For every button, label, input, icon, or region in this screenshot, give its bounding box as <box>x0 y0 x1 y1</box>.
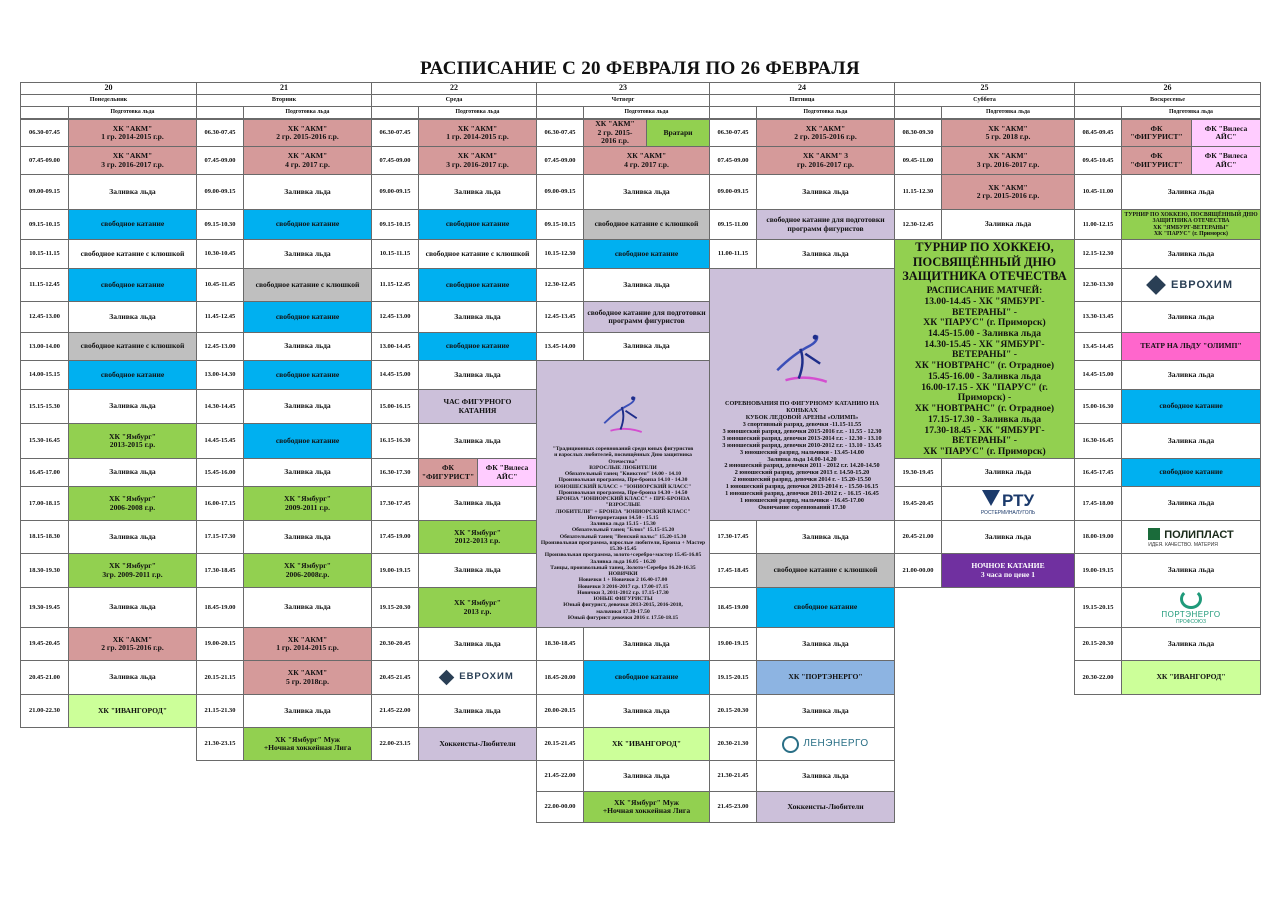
schedule-entry: ХК "Ямбург" 2006-2008г.р. <box>243 553 372 588</box>
time-slot: 19.15-20.30 <box>371 587 419 628</box>
schedule-entry: Заливка льда <box>1121 627 1261 661</box>
schedule-entry: ХК "Ямбург" 3гр. 2009-2011 г.р. <box>68 553 197 588</box>
time-slot: 09.15-10.15 <box>371 209 419 240</box>
day-name-header: Среда <box>371 94 537 107</box>
schedule-entry: ХК "АКМ" 3 гр. 2016-2017 г.р. <box>418 146 537 175</box>
time-slot: 21.00-00.00 <box>894 553 942 588</box>
schedule-entry: ХК "АКМ" 3 гр. 2016-2017 г.р. <box>941 146 1075 175</box>
time-slot: 06.30-07.45 <box>371 119 419 147</box>
time-slot: 09.45-11.00 <box>894 146 942 175</box>
time-slot: 10.15-11.15 <box>371 239 419 269</box>
time-slot: 13.00-14.00 <box>20 332 69 361</box>
schedule-entry: свободное катание <box>418 332 537 361</box>
competition-block-friday <box>709 268 895 521</box>
time-slot: 21.00-22.30 <box>20 694 69 728</box>
time-slot: 10.30-10.45 <box>196 239 244 269</box>
time-slot: 10.15-12.30 <box>536 239 584 269</box>
rtu-logo: РТУ <box>1001 491 1035 511</box>
schedule-entry: Заливка льда <box>68 587 197 628</box>
time-slot: 21.30-23.15 <box>196 727 244 761</box>
eurochem-logo: ЕВРОХИМ <box>459 671 514 683</box>
header-spacer <box>20 106 69 119</box>
time-slot: 17.30-17.45 <box>709 520 757 554</box>
schedule-entry: свободное катание с клюшкой <box>68 239 197 269</box>
time-slot: 11.45-12.45 <box>196 301 244 333</box>
day-number-header: 23 <box>536 82 710 95</box>
time-slot: 17.45-18.00 <box>1074 486 1122 521</box>
time-slot: 19.30-19.45 <box>894 458 942 487</box>
time-slot: 19.15-20.15 <box>709 660 757 695</box>
portenergo-logo-box <box>1121 587 1261 628</box>
polyplast-icon <box>1148 528 1160 540</box>
schedule-entry: Хоккеисты-Любители <box>756 791 895 823</box>
schedule-entry: Заливка льда <box>68 660 197 695</box>
schedule-entry: ФК "Вилеса АЙС" <box>1191 119 1261 147</box>
tournament-body: РАСПИСАНИЕ МАТЧЕЙ: 13.00-14.45 - ХК "ЯМБУРГ-ВЕТЕРАНЫ" - ХК "ПАРУС" (г. Приморск) 14.45-15.00 - Заливка льда 14.30-15.45 - ХК "ЯМБУРГ-ВЕТЕРАНЫ" - ХК "НОВТРАНС" (г. Отрадное) 15.45-16.00 - Заливка льда 16.00-17.15 - ХК "ПАРУС" (г. Приморск) - ХК "НОВТРАНС" (г. Отрадное) 17.15-17.30 - Заливка льда 17.30-18.45 - ХК "ЯМБУРГ-ВЕТЕРАНЫ" - ХК "ПАРУС" (г. Приморск) <box>914 285 1055 458</box>
schedule-entry: ХК "АКМ" 2 гр. 2015-2016 г.р. <box>756 119 895 147</box>
schedule-entry: ХК "АКМ" 4 гр. 2017 г.р. <box>583 146 710 175</box>
time-slot: 20.00-20.15 <box>536 694 584 728</box>
header-spacer <box>709 106 757 119</box>
schedule-entry: ФК "ФИГУРИСТ" <box>1121 146 1192 175</box>
day-name-header: Воскресенье <box>1074 94 1261 107</box>
schedule-entry: Заливка льда <box>418 174 537 210</box>
schedule-entry: ХК "Ямбург" 2013 г.р. <box>418 587 537 628</box>
time-slot: 22.00-00.00 <box>536 791 584 823</box>
eurochem-icon <box>1146 275 1166 295</box>
schedule-entry: Заливка льда <box>418 486 537 521</box>
time-slot: 09.00-09.15 <box>709 174 757 210</box>
schedule-entry: ХК "Ямбург" 2006-2008 г.р. <box>68 486 197 521</box>
time-slot: 20.15-21.45 <box>536 727 584 761</box>
time-slot: 07.45-09.00 <box>196 146 244 175</box>
time-slot: 20.45-21.45 <box>371 660 419 695</box>
time-slot: 17.45-18.45 <box>709 553 757 588</box>
schedule-entry: Заливка льда <box>68 174 197 210</box>
day-name-header: Четверг <box>536 94 710 107</box>
time-slot: 12.30-13.30 <box>1074 268 1122 302</box>
time-slot: 07.45-09.00 <box>20 146 69 175</box>
schedule-entry: Заливка льда <box>68 520 197 554</box>
time-slot: 13.00-14.45 <box>371 332 419 361</box>
schedule-entry: Заливка льда <box>756 520 895 554</box>
time-slot: 06.30-07.45 <box>536 119 584 147</box>
lenenergo-logo-box <box>756 727 895 761</box>
schedule-entry: Заливка льда <box>1121 360 1261 390</box>
time-slot: 09.00-09.15 <box>196 174 244 210</box>
time-slot: 11.00-11.15 <box>709 239 757 269</box>
time-slot: 14.45-15.45 <box>196 423 244 459</box>
schedule-entry: Заливка льда <box>583 268 710 302</box>
schedule-entry: свободное катание с клюшкой <box>756 553 895 588</box>
time-slot: 21.45-22.00 <box>536 760 584 792</box>
day-number-header: 20 <box>20 82 197 95</box>
schedule-entry: ХК "АКМ" 4 гр. 2017 г.р. <box>243 146 372 175</box>
time-slot: 15.45-16.00 <box>196 458 244 487</box>
schedule-entry: ФК "Вилеса АЙС" <box>1191 146 1261 175</box>
tournament-title: ТУРНИР ПО ХОККЕЮ, ПОСВЯЩЁННЫЙ ДНЮ ЗАЩИТНИКА ОТЕЧЕСТВА <box>902 240 1067 283</box>
time-slot: 08.45-09.45 <box>1074 119 1122 147</box>
time-slot: 21.30-21.45 <box>709 760 757 792</box>
time-slot: 18.30-19.30 <box>20 553 69 588</box>
schedule-entry: Заливка льда <box>583 760 710 792</box>
schedule-entry: ХК "АКМ" 2 гр. 2015-2016 г.р. <box>68 627 197 661</box>
time-slot: 09.45-10.45 <box>1074 146 1122 175</box>
ice-prep-header: Подготовка льда <box>1121 106 1261 119</box>
schedule-entry: ТУРНИР ПО ХОККЕЮ, ПОСВЯЩЁННЫЙ ДНЮ ЗАЩИТНИКА ОТЕЧЕСТВА ХК "ЯМБУРГ-ВЕТЕРАНЫ" ХК "ПАРУС" (г. Приморск) <box>1121 209 1261 240</box>
time-slot: 10.15-11.15 <box>20 239 69 269</box>
competition-fri-text: СОРЕВНОВАНИЯ ПО ФИГУРНОМУ КАТАНИЮ НА КОНЬКАХ КУБОК ЛЕДОВОЙ АРЕНЫ «ОЛИМП» 3 спортивный разряд, девочки -11.15-11.55 3 юношеский разряд, девочки 2015-2016 г.г. - 11.55 - 12.30 3 юношеский разряд, девочки 2013-2014 г.г. - 12.30 - 13.10 3 юношеский разряд, девочки 2010-2012 г.г. - 13.10 - 13.45 3 юношеский разряд, мальчики - 13.45-14.00 Заливка льда 14.00-14.20 2 юношеский разряд, девочки 2011 - 2012 г.г. 14.20-14.50 2 юношеский разряд, девочки 2013 г. 14.50-15.20 2 юношеский разряд, девочки 2014 г. - 15.20-15.50 1 юношеский разряд, девочки 2013-2014 г. - 15.50-16.15 1 юношеский разряд, девочки 2011-2012 г. - 16.15 -16.45 1 юношеский разряд, мальчики - 16.45-17.00 Окончание соревнований 17.30 <box>722 400 882 512</box>
time-slot: 15.15-15.30 <box>20 389 69 424</box>
schedule-entry: свободное катание <box>418 209 537 240</box>
time-slot: 17.15-17.30 <box>196 520 244 554</box>
schedule-entry: ХК "Ямбург" Муж +Ночная хоккейная Лига <box>583 791 710 823</box>
time-slot: 12.45-13.00 <box>196 332 244 361</box>
time-slot: 19.00-19.15 <box>709 627 757 661</box>
time-slot: 14.30-14.45 <box>196 389 244 424</box>
time-slot: 12.45-13.00 <box>20 301 69 333</box>
time-slot: 06.30-07.45 <box>709 119 757 147</box>
time-slot: 06.30-07.45 <box>20 119 69 147</box>
schedule-entry: Заливка льда <box>756 239 895 269</box>
time-slot: 20.15-20.30 <box>1074 627 1122 661</box>
schedule-entry: Заливка льда <box>243 239 372 269</box>
time-slot: 16.15-16.30 <box>371 423 419 459</box>
time-slot: 19.15-20.15 <box>1074 587 1122 628</box>
schedule-entry: ФК "ФИГУРИСТ" <box>418 458 478 487</box>
time-slot: 08.30-09.30 <box>894 119 942 147</box>
schedule-entry: свободное катание <box>243 301 372 333</box>
schedule-entry: ХК "АКМ" 5 гр. 2018 г.р. <box>941 119 1075 147</box>
rtu-logo-box <box>941 486 1075 521</box>
schedule-entry: Заливка льда <box>418 627 537 661</box>
schedule-entry: свободное катание с клюшкой <box>243 268 372 302</box>
schedule-entry: Заливка льда <box>941 209 1075 240</box>
schedule-entry: ХК "Ямбург" 2012-2013 г.р. <box>418 520 537 554</box>
header-spacer <box>371 106 419 119</box>
time-slot: 20.45-21.00 <box>20 660 69 695</box>
schedule-entry: свободное катание с клюшкой <box>583 209 710 240</box>
lenenergo-icon <box>782 736 799 753</box>
time-slot: 11.15-12.45 <box>20 268 69 302</box>
schedule-entry: Заливка льда <box>243 694 372 728</box>
time-slot: 15.00-16.15 <box>371 389 419 424</box>
day-name-header: Понедельник <box>20 94 197 107</box>
polyplast-logo-box <box>1121 520 1261 554</box>
time-slot: 11.15-12.30 <box>894 174 942 210</box>
schedule-entry: Заливка льда <box>243 389 372 424</box>
schedule-entry: свободное катание <box>68 360 197 390</box>
schedule-entry: Заливка льда <box>243 587 372 628</box>
time-slot: 21.15-21.30 <box>196 694 244 728</box>
schedule-entry: Заливка льда <box>243 520 372 554</box>
portenergo-subtitle: ПРОФСОЮЗ <box>1176 619 1206 626</box>
schedule-entry: свободное катание <box>583 660 710 695</box>
schedule-entry: Заливка льда <box>418 360 537 390</box>
schedule-entry: ТЕАТР НА ЛЬДУ "ОЛИМП" <box>1121 332 1261 361</box>
schedule-entry: Заливка льда <box>756 627 895 661</box>
time-slot: 12.15-12.30 <box>1074 239 1122 269</box>
eurochem-icon <box>439 670 455 686</box>
schedule-entry: свободное катание <box>243 209 372 240</box>
schedule-entry: Заливка льда <box>243 174 372 210</box>
schedule-entry: Хоккеисты-Любители <box>418 727 537 761</box>
page-title: РАСПИСАНИЕ С 20 ФЕВРАЛЯ ПО 26 ФЕВРАЛЯ <box>420 58 860 79</box>
day-name-header: Пятница <box>709 94 895 107</box>
schedule-entry: Заливка льда <box>68 389 197 424</box>
schedule-entry: свободное катание с клюшкой <box>418 239 537 269</box>
time-slot: 07.45-09.00 <box>709 146 757 175</box>
day-name-header: Вторник <box>196 94 372 107</box>
rtu-triangle-icon <box>982 490 1000 506</box>
schedule-entry: свободное катание с клюшкой <box>68 332 197 361</box>
schedule-entry: свободное катание <box>243 423 372 459</box>
time-slot: 10.45-11.45 <box>196 268 244 302</box>
ice-prep-header: Подготовка льда <box>583 106 710 119</box>
header-spacer <box>894 106 942 119</box>
schedule-entry: ЧАС ФИГУРНОГО КАТАНИЯ <box>418 389 537 424</box>
day-number-header: 26 <box>1074 82 1261 95</box>
time-slot: 17.30-18.45 <box>196 553 244 588</box>
header-spacer <box>196 106 244 119</box>
tournament-block <box>894 239 1075 459</box>
schedule-entry: ХК "АКМ" 1 гр. 2014-2015 г.р. <box>418 119 537 147</box>
time-slot: 11.00-12.15 <box>1074 209 1122 240</box>
schedule-entry: Заливка льда <box>243 458 372 487</box>
time-slot: 20.30-21.30 <box>709 727 757 761</box>
time-slot: 12.45-13.45 <box>536 301 584 333</box>
schedule-entry: свободное катание <box>68 268 197 302</box>
schedule-entry: ХК "Ямбург" 2013-2015 г.р. <box>68 423 197 459</box>
schedule-entry: ХК "ПОРТЭНЕРГО" <box>756 660 895 695</box>
time-slot: 09.00-09.15 <box>20 174 69 210</box>
time-slot: 09.00-09.15 <box>536 174 584 210</box>
time-slot: 20.45-21.00 <box>894 520 942 554</box>
day-number-header: 24 <box>709 82 895 95</box>
schedule-entry: Заливка льда <box>1121 301 1261 333</box>
schedule-entry: Заливка льда <box>941 458 1075 487</box>
schedule-entry: свободное катание для подготовки программ фигуристов <box>583 301 710 333</box>
schedule-entry: Заливка льда <box>418 553 537 588</box>
time-slot: 13.30-13.45 <box>1074 301 1122 333</box>
time-slot: 10.45-11.00 <box>1074 174 1122 210</box>
time-slot: 09.15-11.00 <box>709 209 757 240</box>
time-slot: 20.15-20.30 <box>709 694 757 728</box>
schedule-entry: Заливка льда <box>756 760 895 792</box>
time-slot: 18.30-18.45 <box>536 627 584 661</box>
time-slot: 16.30-16.45 <box>1074 423 1122 459</box>
time-slot: 13.45-14.45 <box>1074 332 1122 361</box>
schedule-entry: Заливка льда <box>243 332 372 361</box>
schedule-entry: ХК "ИВАНГОРОД" <box>1121 660 1261 695</box>
time-slot: 13.00-14.30 <box>196 360 244 390</box>
eurochem-logo: ЕВРОХИМ <box>1170 278 1234 291</box>
time-slot: 07.45-09.00 <box>371 146 419 175</box>
schedule-entry: ФК "Вилеса АЙС" <box>477 458 537 487</box>
schedule-entry: ХК "АКМ" 3 гр. 2016-2017 г.р. <box>68 146 197 175</box>
schedule-entry: свободное катание <box>756 587 895 628</box>
lenenergo-logo: ЛЕНЭНЕРГО <box>803 738 869 750</box>
schedule-entry: Заливка льда <box>1121 423 1261 459</box>
schedule-entry: Заливка льда <box>1121 553 1261 588</box>
schedule-entry: свободное катание <box>243 360 372 390</box>
day-number-header: 25 <box>894 82 1075 95</box>
time-slot: 16.00-17.15 <box>196 486 244 521</box>
header-spacer <box>536 106 584 119</box>
schedule-entry: ХК "Ямбург" 2009-2011 г.р. <box>243 486 372 521</box>
schedule-entry: свободное катание <box>1121 389 1261 424</box>
schedule-entry: Заливка льда <box>1121 174 1261 210</box>
schedule-entry: свободное катание <box>68 209 197 240</box>
time-slot: 18.45-19.00 <box>709 587 757 628</box>
time-slot: 16.45-17.00 <box>20 458 69 487</box>
schedule-entry: Заливка льда <box>68 458 197 487</box>
time-slot: 19.00-20.15 <box>196 627 244 661</box>
time-slot: 22.00-23.15 <box>371 727 419 761</box>
schedule-entry: ФК "ФИГУРИСТ" <box>1121 119 1192 147</box>
schedule-entry: Заливка льда <box>418 301 537 333</box>
ice-prep-header: Подготовка льда <box>418 106 537 119</box>
time-slot: 21.45-22.00 <box>371 694 419 728</box>
schedule-entry: ХК "АКМ" 1 гр. 2014-2015 г.р. <box>243 627 372 661</box>
ice-prep-header: Подготовка льда <box>941 106 1075 119</box>
time-slot: 07.45-09.00 <box>536 146 584 175</box>
eurochem-logo-box <box>418 660 537 695</box>
time-slot: 14.45-15.00 <box>1074 360 1122 390</box>
schedule-entry: НОЧНОЕ КАТАНИЕ 3 часа по цене 1 <box>941 553 1075 588</box>
schedule-entry: свободное катание <box>418 268 537 302</box>
schedule-entry: ХК "Ямбург" Муж +Ночная хоккейная Лига <box>243 727 372 761</box>
time-slot: 20.15-21.15 <box>196 660 244 695</box>
day-number-header: 21 <box>196 82 372 95</box>
schedule-entry: Заливка льда <box>756 174 895 210</box>
portenergo-icon <box>1180 589 1202 609</box>
schedule-entry: Заливка льда <box>418 423 537 459</box>
schedule-entry: Заливка льда <box>583 332 710 361</box>
time-slot: 06.30-07.45 <box>196 119 244 147</box>
schedule-entry: ХК "ИВАНГОРОД" <box>68 694 197 728</box>
time-slot: 16.30-17.30 <box>371 458 419 487</box>
eurochem-logo-box <box>1121 268 1261 302</box>
ice-prep-header: Подготовка льда <box>243 106 372 119</box>
time-slot: 18.45-19.00 <box>196 587 244 628</box>
time-slot: 14.45-15.00 <box>371 360 419 390</box>
time-slot: 15.00-16.30 <box>1074 389 1122 424</box>
time-slot: 13.45-14.00 <box>536 332 584 361</box>
time-slot: 15.30-16.45 <box>20 423 69 459</box>
time-slot: 18.45-20.00 <box>536 660 584 695</box>
schedule-entry: ХК "ИВАНГОРОД" <box>583 727 710 761</box>
time-slot: 12.30-12.45 <box>894 209 942 240</box>
schedule-entry: ХК "АКМ" 2 гр. 2015- 2016 г.р. <box>583 119 647 147</box>
schedule-entry: Заливка льда <box>941 520 1075 554</box>
time-slot: 19.00-19.15 <box>1074 553 1122 588</box>
schedule-entry: ХК "АКМ" 2 гр. 2015-2016 г.р. <box>941 174 1075 210</box>
time-slot: 09.00-09.15 <box>371 174 419 210</box>
time-slot: 12.45-13.00 <box>371 301 419 333</box>
schedule-entry: Заливка льда <box>68 301 197 333</box>
time-slot: 12.30-12.45 <box>536 268 584 302</box>
time-slot: 18.00-19.00 <box>1074 520 1122 554</box>
time-slot: 17.30-17.45 <box>371 486 419 521</box>
schedule-entry: ХК "АКМ" 3 гр. 2016-2017 г.р. <box>756 146 895 175</box>
ice-prep-header: Подготовка льда <box>756 106 895 119</box>
polyplast-logo: ПОЛИПЛАСТ <box>1164 529 1234 542</box>
schedule-entry: ХК "АКМ" 1 гр. 2014-2015 г.р. <box>68 119 197 147</box>
schedule-entry: Заливка льда <box>583 174 710 210</box>
schedule-entry: Заливка льда <box>1121 239 1261 269</box>
day-name-header: Суббота <box>894 94 1075 107</box>
time-slot: 11.15-12.45 <box>371 268 419 302</box>
time-slot: 19.00-19.15 <box>371 553 419 588</box>
schedule-entry: ХК "АКМ" 5 гр. 2018г.р. <box>243 660 372 695</box>
figure-skater-icon <box>769 323 835 401</box>
time-slot: 18.15-18.30 <box>20 520 69 554</box>
time-slot: 21.45-23.00 <box>709 791 757 823</box>
time-slot: 17.00-18.15 <box>20 486 69 521</box>
time-slot: 09.15-10.30 <box>196 209 244 240</box>
time-slot: 20.30-20.45 <box>371 627 419 661</box>
time-slot: 19.45-20.45 <box>20 627 69 661</box>
schedule-entry: Заливка льда <box>756 694 895 728</box>
competition-block-thursday <box>536 360 710 628</box>
time-slot: 19.30-19.45 <box>20 587 69 628</box>
schedule-entry: свободное катание <box>583 239 710 269</box>
schedule-entry: ХК "АКМ" 2 гр. 2015-2016 г.р. <box>243 119 372 147</box>
schedule-entry: Вратари <box>646 119 710 147</box>
time-slot: 14.00-15.15 <box>20 360 69 390</box>
time-slot: 17.45-19.00 <box>371 520 419 554</box>
day-number-header: 22 <box>371 82 537 95</box>
schedule-entry: свободное катание для подготовки программ фигуристов <box>756 209 895 240</box>
portenergo-logo: ПОРТЭНЕРГО <box>1161 610 1221 620</box>
schedule-entry: Заливка льда <box>583 627 710 661</box>
schedule-entry: Заливка льда <box>418 694 537 728</box>
schedule-entry: свободное катание <box>1121 458 1261 487</box>
schedule-entry: Заливка льда <box>1121 486 1261 521</box>
figure-skater-icon <box>598 388 648 446</box>
competition-thu-text: "Традиционных соревнований среди юных фигуристов и взрослых любителей, посвящённых Дню защитника Отечества" ВЗРОСЛЫЕ ЛЮБИТЕЛИ Обязательный танец "Квикстеп" 14.00 - 14.10 Произвольная программа, Пре-бронза 14.10 - 14.30 ЮНОШЕСКИЙ КЛАСС + "ЮНИОРСКИЙ КЛАСС" Произвольная программа, Пре-бронза 14.30 - 14.50 БРОНЗА "ЮНИОРСКИЙ КЛАСС" + ПРЕ-БРОНЗА "ВЗРОСЛЫЕ ЛЮБИТЕЛИ" + БРОНЗА "ЮНИОРСКИЙ КЛАСС" Интерпретация 14.50 - 15.15 Заливка льда 15.15 - 15.30 Обязательный танец "Блюз" 15.15-15.20 Обязательный танец "Венский вальс" 15.20-15.30 Произвольная программа, взрослые любители, Бронза + Мастер 15.30-15.45 Произвольная программа, золото+серебро+мастер 15.45-16.05 Заливка льда 16.05 - 16.20 Танцы, произвольный танец, Золото+Серебро 16.20-16.35 НОВИЧКИ Новички 1 + Новички 2 16.40-17.00 Новички 3 2016-2017 г.р. 17.00-17.15 Новички 3, 2011-2012 г.р. 17.15-17.30 ЮНЫЕ ФИГУРИСТЫ Юный фигурист, девочки 2013-2015, 2016-2018, мальчики 17.30-17.50 Юный фигурист девочки 2016 г. 17.50-18.15 <box>540 446 706 621</box>
time-slot: 09.15-10.15 <box>536 209 584 240</box>
rtu-subtitle: РОСТЕРМИНАЛУГОЛЬ <box>980 510 1036 517</box>
time-slot: 19.45-20.45 <box>894 486 942 521</box>
time-slot: 16.45-17.45 <box>1074 458 1122 487</box>
ice-prep-header: Подготовка льда <box>68 106 197 119</box>
header-spacer <box>1074 106 1122 119</box>
polyplast-subtitle: ИДЕЯ. КАЧЕСТВО. МАТЕРИЯ <box>1148 542 1218 549</box>
schedule-entry: Заливка льда <box>583 694 710 728</box>
time-slot: 20.30-22.00 <box>1074 660 1122 695</box>
time-slot: 09.15-10.15 <box>20 209 69 240</box>
